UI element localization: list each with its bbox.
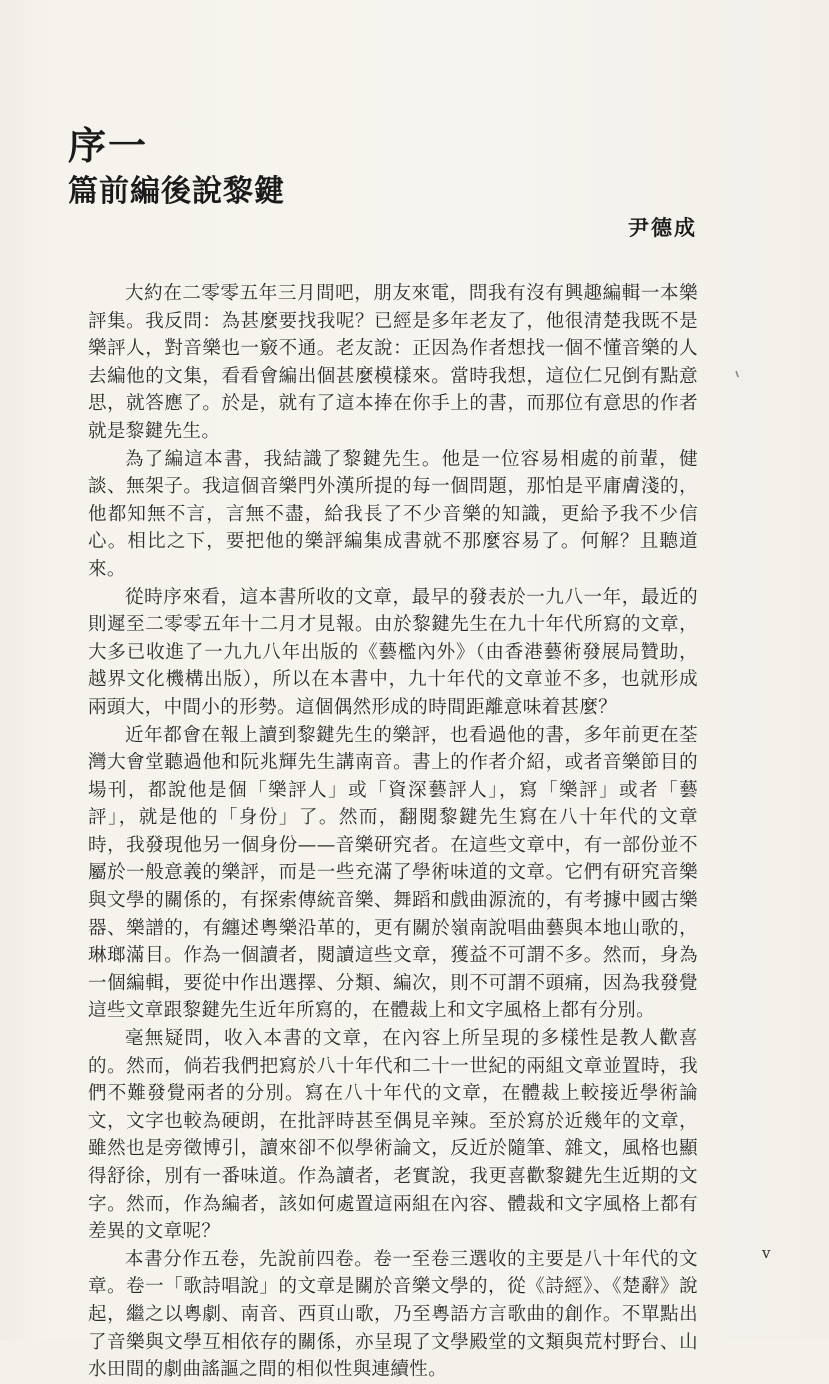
paragraph: 毫無疑問，收入本書的文章，在內容上所呈現的多樣性是教人歡喜的。然而，倘若我們把寫於八十年代和二十一世紀的兩組文章並置時，我們不難發覺兩者的分別。寫在八十年代的文章，在體裁上較接近學術論文，文字也較為硬朗，在批評時甚至偶見辛辣。至於寫於近幾年的文章，雖然也是旁徵博引，讀來卻不似學術論文，反近於隨筆、雜文，風格也顯得舒徐，別有一番味道。作為讀者，老實說，我更喜歡黎鍵先生近期的文字。然而，作為編者，該如何處置這兩組在內容、體裁和文字風格上都有差異的文章呢？ [88,1028,698,1243]
paragraph: 從時序來看，這本書所收的文章，最早的發表於一九八一年，最近的則遲至二零零五年十二月才見報。由於黎鍵先生在九十年代所寫的文章，大多已收進了一九九八年出版的《藝檻內外》（由香港藝術發展局贊助，越界文化機構出版），所以在本書中，九十年代的文章並不多，也就形成兩頭大，中間小的形勢。這個偶然形成的時間距離意味着甚麼？ [88,586,698,718]
paragraph: 為了編這本書，我結識了黎鍵先生。他是一位容易相處的前輩，健談、無架子。我這個音樂門外漢所提的每一個問題，那怕是平庸膚淺的，他都知無不言，言無不盡，給我長了不少音樂的知識，更給予我不少信心。相比之下，要把他的樂評編集成書就不那麼容易了。何解？且聽道來。 [88,448,698,580]
body-text [88,280,698,1384]
paragraph: 大約在二零零五年三月間吧，朋友來電，問我有沒有興趣編輯一本樂評集。我反問：為甚麼要找我呢？已經是多年老友了，他很清楚我既不是樂評人，對音樂也一竅不通。老友說：正因為作者想找一個不懂音樂的人去編他的文集，看看會編出個甚麼模樣來。當時我想，這位仁兄倒有點意思，就答應了。於是，就有了這本捧在你手上的書，而那位有意思的作者就是黎鍵先生。 [88,283,698,442]
page-number: v [762,1244,771,1262]
paragraph: 本書分作五卷，先說前四卷。卷一至卷三選收的主要是八十年代的文章。卷一「歌詩唱說」的文章是關於音樂文學的，從《詩經》、《楚辭》說起，繼之以粵劇、南音、西頁山歌，乃至粵語方言歌曲的創作。不單點出了音樂與文學互相依存的關係，亦呈現了文學殿堂的文類與荒村野台、山水田間的劇曲謠謳之間的相似性與連續性。 [88,1248,698,1381]
stray-mark [735,369,743,378]
preface-subtitle: 篇前編後說黎鍵 [68,174,285,209]
preface-heading: 序一 [68,123,149,168]
author-name: 尹德成 [628,215,697,240]
paragraph: 近年都會在報上讀到黎鍵先生的樂評，也看過他的書，多年前更在荃灣大會堂聽過他和阮兆輝先生講南音。書上的作者介紹，或者音樂節目的場刊，都說他是個「樂評人」或「資深藝評人」，寫「樂評」或者「藝評」，就是他的「身份」了。然而，翻閱黎鍵先生寫在八十年代的文章時，我發現他另一個身份——音樂研究者。在這些文章中，有一部份並不屬於一般意義的樂評，而是一些充滿了學術味道的文章。它們有研究音樂與文學的關係的，有探索傳統音樂、舞蹈和戲曲源流的，有考據中國古樂器、樂譜的，有纏述粵樂沿革的，更有關於嶺南說唱曲藝與本地山歌的，琳瑯滿目。作為一個讀者，閱讀這些文章，獲益不可謂不多。然而，身為一個編輯，要從中作出選擇、分類、編次，則不可謂不頭痛，因為我發覺這些文章跟黎鍵先生近年所寫的，在體裁上和文字風格上都有分別。 [88,724,698,1022]
